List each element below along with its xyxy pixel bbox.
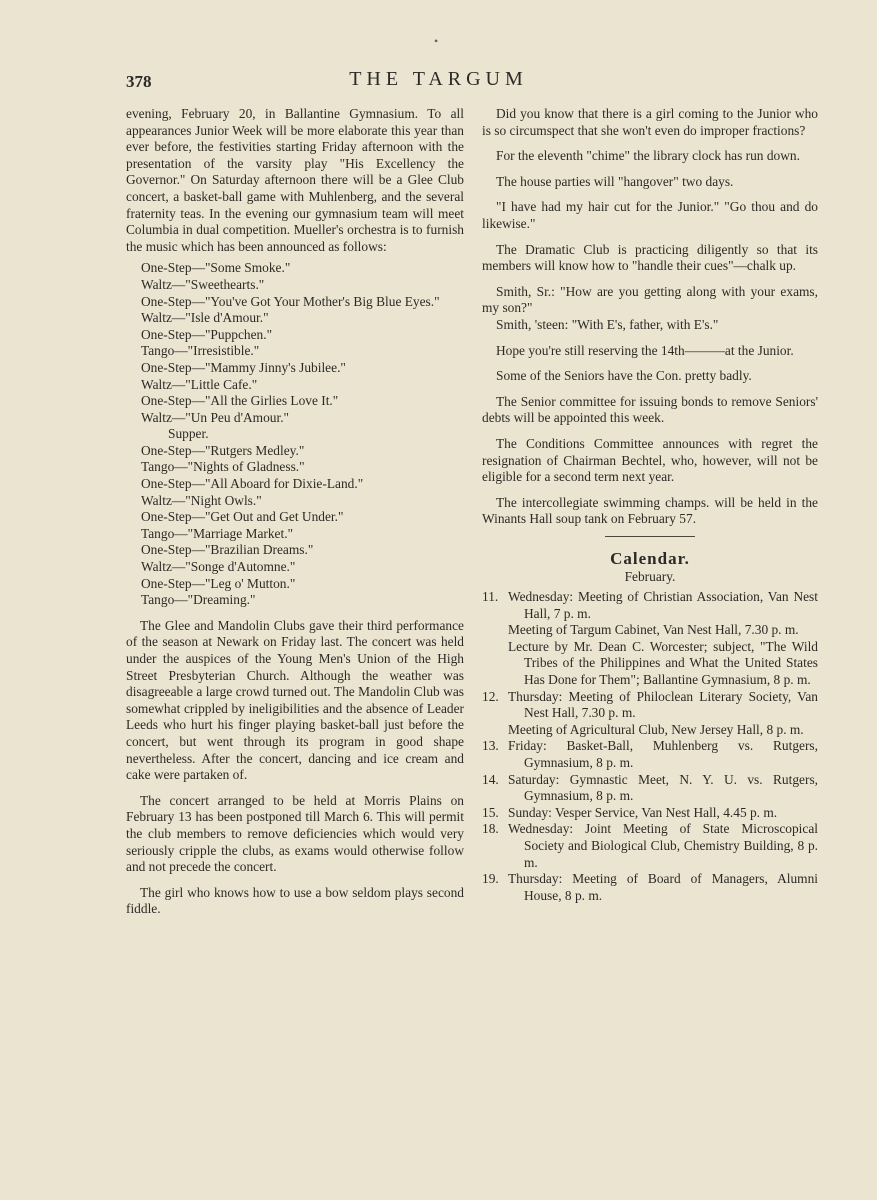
dance-item: One-Step—"Leg o' Mutton." xyxy=(141,575,296,591)
calendar-event: Lecture by Mr. Dean C. Worcester; subject, "The Wild Tribes of the Philippines and What the United States Has Done for Them"; Ballantine Gymnasium, 8 p. m. xyxy=(508,638,818,688)
dance-item: Waltz—"Isle d'Amour." xyxy=(141,310,269,326)
dance-item: Waltz—"Night Owls." xyxy=(141,492,262,508)
calendar-date: 14. xyxy=(482,771,499,787)
dance-item: One-Step—"Mammy Jinny's Jubilee." xyxy=(141,359,346,375)
calendar-date: 12. xyxy=(482,688,499,704)
right-column xyxy=(482,106,818,904)
calendar-entry xyxy=(482,772,818,805)
morris-plains-paragraph: The concert arranged to be held at Morris Plains on February 13 has been postponed till March 6. This will permit the club members to remove deficiencies which would very seriously cripple the clubs, as exams would otherwise follow and not precede the concert. xyxy=(126,792,464,875)
news-item: Did you know that there is a girl coming to the Junior who is so circumspect that she won't even do improper fractions? xyxy=(482,106,818,138)
dance-item: Waltz—"Un Peu d'Amour." xyxy=(141,409,290,425)
calendar-event: Sunday: Vesper Service, Van Nest Hall, 4.45 p. m. xyxy=(508,804,778,820)
calendar-entry xyxy=(482,589,818,689)
dance-item: Waltz—"Songe d'Automne." xyxy=(141,559,296,575)
calendar-event: Thursday: Meeting of Philoclean Literary Society, Van Nest Hall, 7.30 p. m. xyxy=(508,688,818,721)
left-column xyxy=(126,106,464,918)
dance-item: Waltz—"Sweethearts." xyxy=(141,276,265,292)
news-item: Some of the Seniors have the Con. pretty badly. xyxy=(496,368,752,384)
news-item: The Dramatic Club is practicing diligently so that its members will know how to "handle their cues"—chalk up. xyxy=(482,241,818,274)
calendar-event: Saturday: Gymnastic Meet, N. Y. U. vs. Rutgers, Gymnasium, 8 p. m. xyxy=(508,771,818,804)
dance-item: One-Step—"Brazilian Dreams." xyxy=(141,542,314,558)
news-item: The intercollegiate swimming champs. will be held in the Winants Hall soup tank on February 57. xyxy=(482,494,818,527)
calendar-title: Calendar. xyxy=(610,548,690,568)
calendar-event: Friday: Basket-Ball, Muhlenberg vs. Rutgers, Gymnasium, 8 p. m. xyxy=(508,738,818,770)
calendar-date: 15. xyxy=(482,804,499,820)
junior-week-paragraph: evening, February 20, in Ballantine Gymnasium. To all appearances Junior Week will be more elaborate this year than ever before, the festivities starting Friday afternoon with the presentation of the varsity play "His Excellency the Governor." On Saturday afternoon there will be a Glee Club concert, a basket-ball game with Muhlenberg, and the several fraternity teas. In the evening our gymnasium team will meet Columbia in dual competition. Mueller's orchestra is to furnish the music which has been announced as follows: xyxy=(126,106,464,254)
dance-program xyxy=(141,260,464,608)
masthead: THE TARGUM xyxy=(349,68,528,90)
glee-club-paragraph: The Glee and Mandolin Clubs gave their third performance of the season at Newark on Friday last. The concert was held under the auspices of the Young Men's Union of the High Street Presbyterian Church. Although the weather was disagreeable a large crowd turned out. The Mandolin Club was somewhat crippled by ineligibilities and the absence of Leader Leeds who hurt his finger playing basket-ball just before the concert, but went through its program in good shape nevertheless. After the concert, dancing and ice cream and cake were partaken of. xyxy=(126,617,464,783)
news-item: Hope you're still reserving the 14th———at the Junior. xyxy=(496,342,794,358)
calendar-entry xyxy=(482,738,818,771)
calendar-entry xyxy=(482,689,818,739)
dance-item: One-Step—"Rutgers Medley." xyxy=(141,442,305,458)
section-divider xyxy=(605,536,695,537)
page-number: 378 xyxy=(126,72,152,91)
dance-item: One-Step—"Puppchen." xyxy=(141,326,273,342)
page-mark: • xyxy=(434,34,439,48)
news-item: The Senior committee for issuing bonds to remove Seniors' debts will be appointed this week. xyxy=(482,393,818,426)
smith-dialogue-1: Smith, Sr.: "How are you getting along with your exams, my son?" xyxy=(482,283,818,316)
news-item: The house parties will "hangover" two days. xyxy=(496,173,734,189)
news-item: For the eleventh "chime" the library clock has run down. xyxy=(496,148,800,164)
dance-item: One-Step—"All the Girlies Love It." xyxy=(141,393,339,409)
dance-item: One-Step—"All Aboard for Dixie-Land." xyxy=(141,476,364,492)
calendar-event: Wednesday: Meeting of Christian Association, Van Nest Hall, 7 p. m. xyxy=(508,589,818,621)
dance-item: One-Step—"You've Got Your Mother's Big Blue Eyes." xyxy=(141,293,440,309)
dance-item: One-Step—"Some Smoke." xyxy=(141,260,291,276)
smith-dialogue-2: Smith, 'steen: "With E's, father, with E's." xyxy=(496,316,719,332)
calendar-entry xyxy=(482,805,818,822)
calendar-date: 11. xyxy=(482,589,499,605)
calendar-event: Wednesday: Joint Meeting of State Microscopical Society and Biological Club, Chemistry Building, 8 p. m. xyxy=(508,821,818,870)
calendar-event: Meeting of Targum Cabinet, Van Nest Hall, 7.30 p. m. xyxy=(508,622,799,638)
dance-item: Tango—"Irresistible." xyxy=(141,343,260,359)
calendar-date: 18. xyxy=(482,821,499,837)
news-item: The Conditions Committee announces with regret the resignation of Chairman Bechtel, who, however, will not be eligible for a second term next year. xyxy=(482,435,818,485)
calendar-event: Meeting of Agricultural Club, New Jersey Hall, 8 p. m. xyxy=(508,721,804,737)
bow-paragraph: The girl who knows how to use a bow seldom plays second fiddle. xyxy=(126,884,464,917)
dance-item: Tango—"Nights of Gladness." xyxy=(141,459,305,475)
news-item: "I have had my hair cut for the Junior." "Go thou and do likewise." xyxy=(482,199,818,231)
supper-intermission: Supper. xyxy=(168,426,209,442)
calendar-date: 13. xyxy=(482,738,499,754)
calendar-month: February. xyxy=(624,569,676,585)
calendar-entry xyxy=(482,871,818,904)
dance-item: Tango—"Marriage Market." xyxy=(141,525,294,541)
dance-item: Tango—"Dreaming." xyxy=(141,592,256,608)
dance-item: One-Step—"Get Out and Get Under." xyxy=(141,509,344,525)
calendar-list xyxy=(482,589,818,904)
calendar-date: 19. xyxy=(482,871,499,887)
calendar-entry xyxy=(482,821,818,871)
calendar-event: Thursday: Meeting of Board of Managers, Alumni House, 8 p. m. xyxy=(508,871,818,903)
dance-item: Waltz—"Little Cafe." xyxy=(141,376,258,392)
